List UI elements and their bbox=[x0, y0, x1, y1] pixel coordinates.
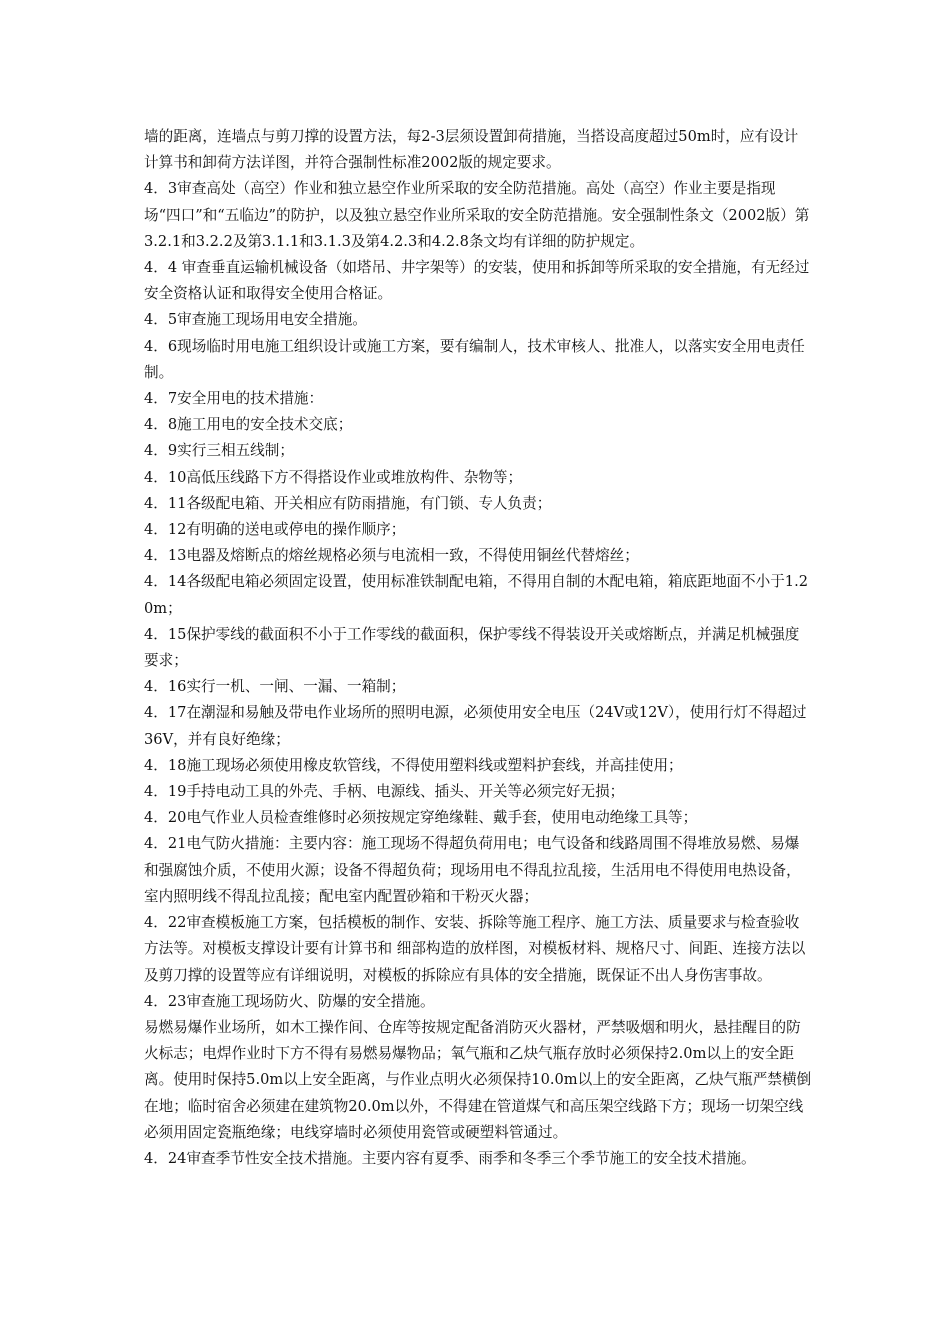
paragraph-4-12: 4．12有明确的送电或停电的操作顺序； bbox=[144, 521, 406, 539]
paragraph-4-7: 4．7安全用电的技术措施： bbox=[144, 390, 324, 408]
paragraph-4-4: 4．4 审查垂直运输机械设备（如塔吊、井字架等）的安装，使用和拆卸等所采取的安全措施，有无经过安全资格认证和取得安全使用合格证。 bbox=[144, 259, 810, 303]
paragraph-scaffold-anchoring: 墙的距离，连墙点与剪刀撑的设置方法，每2-3层须设置卸荷措施，当搭设高度超过50m时，应有设计计算书和卸荷方法详图，并符合强制性标准2002版的规定要求。 bbox=[144, 128, 799, 172]
document-body bbox=[144, 124, 812, 1172]
paragraph-4-22: 4．22审查模板施工方案，包括模板的制作、安装、拆除等施工程序、施工方法、质量要求与检查验收方法等。对模板支撑设计要有计算书和 细部构造的放样图，对模板材料、规格尺寸、间距、连接方法以及剪刀撑的设置等应有详细说明，对模板的拆除应有具体的安全措施，既保证不出人身伤害事故。 bbox=[144, 914, 806, 984]
paragraph-4-11: 4．11各级配电箱、开关相应有防雨措施，有门锁、专人负责； bbox=[144, 494, 552, 512]
paragraph-4-13: 4．13电器及熔断点的熔丝规格必须与电流相一致，不得使用铜丝代替熔丝； bbox=[144, 547, 639, 565]
paragraph-4-16: 4．16实行一机、一闸、一漏、一箱制； bbox=[144, 678, 406, 696]
paragraph-4-8: 4．8施工用电的安全技术交底； bbox=[144, 416, 353, 434]
paragraph-4-20: 4．20电气作业人员检查维修时必须按规定穿绝缘鞋、戴手套，使用电动绝缘工具等； bbox=[144, 809, 698, 827]
paragraph-4-21: 4．21电气防火措施：主要内容：施工现场不得超负荷用电；电气设备和线路周围不得堆放易燃、易爆和强腐蚀介质，不使用火源；设备不得超负荷；现场用电不得乱拉乱接，生活用电不得使用电热设备，室内照明线不得乱拉乱接；配电室内配置砂箱和干粉灭火器； bbox=[144, 835, 801, 905]
paragraph-4-5: 4．5审查施工现场用电安全措施。 bbox=[144, 311, 367, 329]
paragraph-4-23: 4．23审查施工现场防火、防爆的安全措施。 bbox=[144, 992, 435, 1010]
paragraph-4-14: 4．14各级配电箱必须固定设置，使用标准铁制配电箱，不得用自制的木配电箱，箱底距地面不小于1.20m； bbox=[144, 573, 809, 617]
paragraph-4-10: 4．10高低压线路下方不得搭设作业或堆放构件、杂物等； bbox=[144, 468, 523, 486]
paragraph-4-19: 4．19手持电动工具的外壳、手柄、电源线、插头、开关等必须完好无损； bbox=[144, 783, 625, 801]
paragraph-fire-explosion-details: 易燃易爆作业场所，如木工操作间、仓库等按规定配备消防灭火器材，严禁吸烟和明火，悬挂醒目的防火标志；电焊作业时下方不得有易燃易爆物品；氧气瓶和乙炔气瓶存放时必须保持2.0m以上的安全距离。使用时保持5.0m以上安全距离，与作业点明火必须保持10.0m以上的安全距离，乙炔气瓶严禁横倒在地；临时宿舍必须建在建筑物20.0m以外，不得建在管道煤气和高压架空线路下方；现场一切架空线必须用固定瓷瓶绝缘；电线穿墙时必须使用瓷管或硬塑料管通过。 bbox=[144, 1018, 812, 1141]
paragraph-4-18: 4．18施工现场必须使用橡皮软管线，不得使用塑料线或塑料护套线，并高挂使用； bbox=[144, 756, 683, 774]
paragraph-4-24: 4．24审查季节性安全技术措施。主要内容有夏季、雨季和冬季三个季节施工的安全技术措施。 bbox=[144, 1149, 756, 1167]
paragraph-4-15: 4．15保护零线的截面积不小于工作零线的截面积，保护零线不得装设开关或熔断点，并满足机械强度要求； bbox=[144, 625, 800, 670]
paragraph-4-9: 4．9实行三相五线制； bbox=[144, 442, 294, 460]
paragraph-4-6: 4．6现场临时用电施工组织设计或施工方案，要有编制人，技术审核人、批准人，以落实安全用电责任制。 bbox=[144, 337, 805, 381]
paragraph-4-3: 4．3审查高处（高空）作业和独立悬空作业所采取的安全防范措施。高处（高空）作业主要是指现场“四口”和“五临边”的防护，以及独立悬空作业所采取的安全防范措施。安全强制性条文（2002版）第3.2.1和3.2.2及第3.1.1和3.1.3及第4.2.3和4.2.8条文均有详细的防护规定。 bbox=[144, 180, 810, 250]
paragraph-4-17: 4．17在潮湿和易触及带电作业场所的照明电源，必须使用安全电压（24V或12V），使用行灯不得超过36V，并有良好绝缘； bbox=[144, 704, 807, 748]
